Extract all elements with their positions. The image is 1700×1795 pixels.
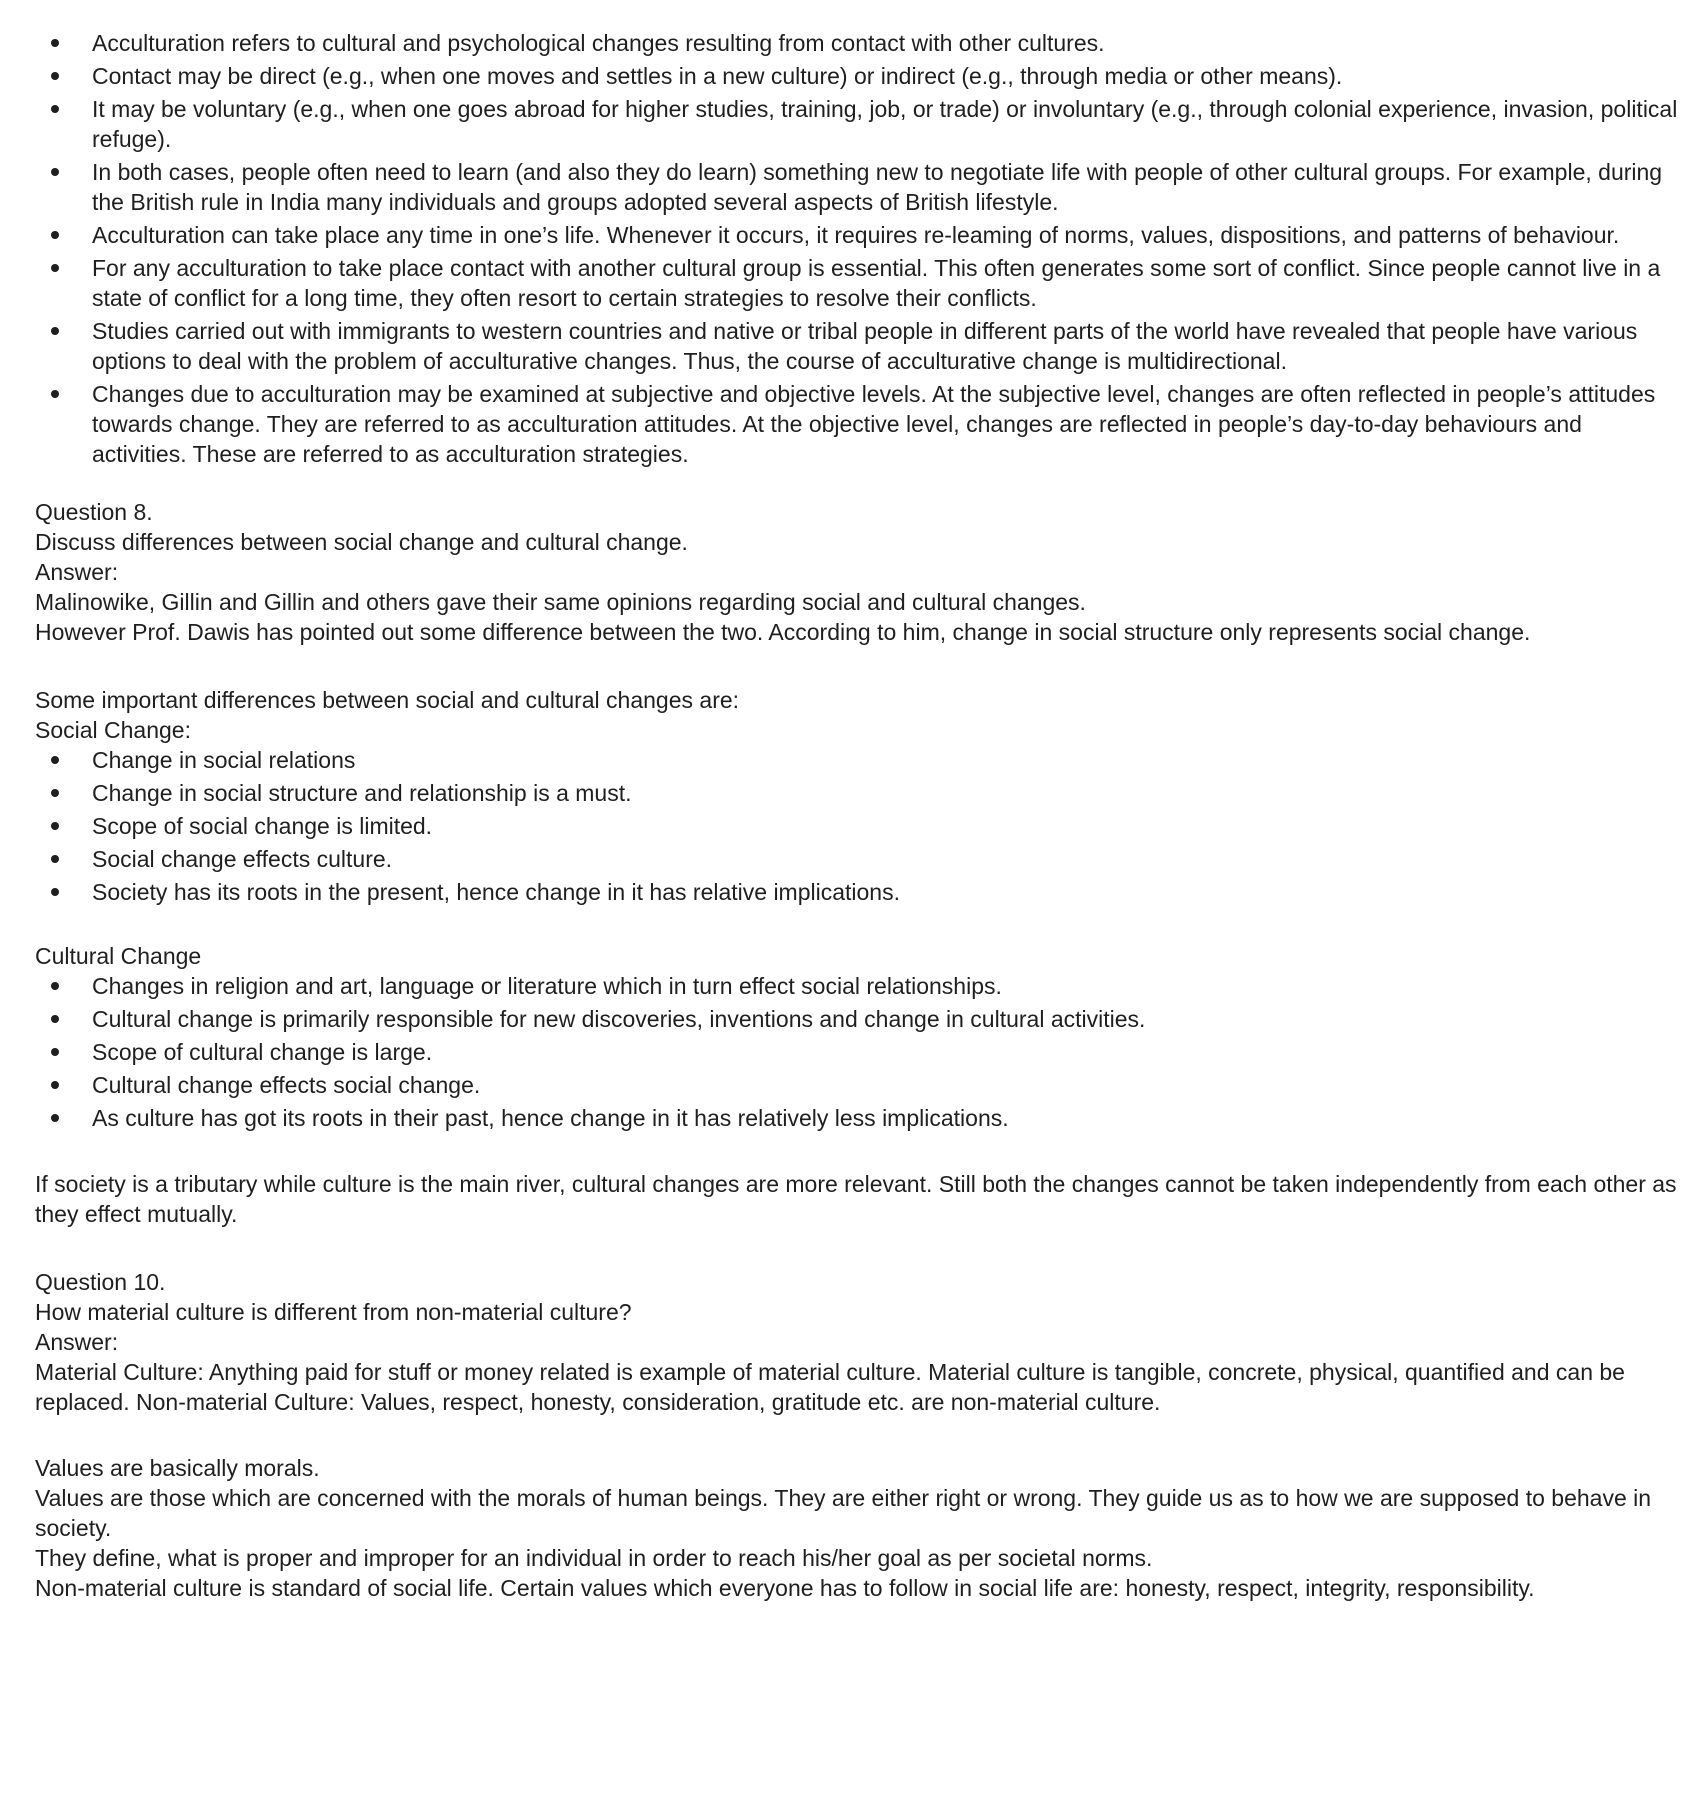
cultural-change-bullet-list: [35, 971, 1678, 1133]
bullet-item: Contact may be direct (e.g., when one moves and settles in a new culture) or indirect (e.g., through media or other means).: [35, 61, 1678, 91]
cultural-change-heading: Cultural Change: [35, 943, 202, 969]
differences-intro-section: [35, 685, 1678, 745]
question10-prompt: How material culture is different from non-material culture?: [35, 1299, 632, 1325]
bullet-item: Acculturation refers to cultural and psychological changes resulting from contact with other cultures.: [35, 28, 1678, 58]
bullet-item: Scope of social change is limited.: [35, 811, 1678, 841]
bullet-item: It may be voluntary (e.g., when one goes abroad for higher studies, training, job, or trade) or involuntary (e.g., through colonial experience, invasion, political refuge).: [35, 94, 1678, 154]
bullet-item: Acculturation can take place any time in one’s life. Whenever it occurs, it requires re-leaming of norms, values, dispositions, and patterns of behaviour.: [35, 220, 1678, 250]
bullet-item: In both cases, people often need to learn (and also they do learn) something new to negotiate life with people of other cultural groups. For example, during the British rule in India many individuals and groups adopted several aspects of British lifestyle.: [35, 157, 1678, 217]
question8-prompt: Discuss differences between social change and cultural change.: [35, 529, 688, 555]
question8-section: [35, 497, 1678, 647]
question10-answer: Material Culture: Anything paid for stuff or money related is example of material culture. Material culture is tangible, concrete, physical, quantified and can be replaced. Non-material Culture: Values, respect, honesty, consideration, gratitude etc. are non-material culture.: [35, 1359, 1625, 1415]
values-section: [35, 1453, 1678, 1603]
social-change-bullet-list: [35, 745, 1678, 907]
bullet-item: Scope of cultural change is large.: [35, 1037, 1678, 1067]
social-change-heading: Social Change:: [35, 717, 191, 743]
bullet-item: For any acculturation to take place contact with another cultural group is essential. This often generates some sort of conflict. Since people cannot live in a state of conflict for a long time, they often resort to certain strategies to resolve their conflicts.: [35, 253, 1678, 313]
bullet-item: Society has its roots in the present, hence change in it has relative implications.: [35, 877, 1678, 907]
bullet-item: Changes due to acculturation may be examined at subjective and objective levels. At the subjective level, changes are often reflected in people’s attitudes towards change. They are referred to as acculturation attitudes. At the objective level, changes are reflected in people’s day-to-day behaviours and activities. These are referred to as acculturation strategies.: [35, 379, 1678, 469]
question8-answer-label: Answer:: [35, 559, 119, 585]
bullet-item: Social change effects culture.: [35, 844, 1678, 874]
question8-answer-line: However Prof. Dawis has pointed out some difference between the two. According to him, change in social structure only represents social change.: [35, 619, 1531, 645]
bullet-item: Changes in religion and art, language or literature which in turn effect social relationships.: [35, 971, 1678, 1001]
question10-answer-label: Answer:: [35, 1329, 119, 1355]
question10-section: [35, 1267, 1678, 1417]
differences-intro: Some important differences between social and cultural changes are:: [35, 687, 740, 713]
bullet-item: Change in social structure and relationship is a must.: [35, 778, 1678, 808]
values-line: Non-material culture is standard of social life. Certain values which everyone has to follow in social life are: honesty, respect, integrity, responsibility.: [35, 1575, 1535, 1601]
question8-conclusion: If society is a tributary while culture is the main river, cultural changes are more relevant. Still both the changes cannot be taken independently from each other as they effect mutually.: [35, 1171, 1677, 1227]
bullet-item: Change in social relations: [35, 745, 1678, 775]
document-page: [35, 28, 1678, 1603]
bullet-item: As culture has got its roots in their past, hence change in it has relatively less implications.: [35, 1103, 1678, 1133]
values-line: Values are basically morals.: [35, 1455, 320, 1481]
bullet-item: Cultural change effects social change.: [35, 1070, 1678, 1100]
question10-title: Question 10.: [35, 1269, 166, 1295]
values-line: Values are those which are concerned with the morals of human beings. They are either right or wrong. They guide us as to how we are supposed to behave in society.: [35, 1485, 1652, 1541]
bullet-item: Studies carried out with immigrants to western countries and native or tribal people in different parts of the world have revealed that people have various options to deal with the problem of acculturative changes. Thus, the course of acculturative change is multidirectional.: [35, 316, 1678, 376]
question8-answer-line: Malinowike, Gillin and Gillin and others gave their same opinions regarding social and cultural changes.: [35, 589, 1086, 615]
question8-title: Question 8.: [35, 499, 153, 525]
bullet-item: Cultural change is primarily responsible for new discoveries, inventions and change in cultural activities.: [35, 1004, 1678, 1034]
acculturation-bullet-list: [35, 28, 1678, 469]
values-line: They define, what is proper and improper for an individual in order to reach his/her goal as per societal norms.: [35, 1545, 1153, 1571]
